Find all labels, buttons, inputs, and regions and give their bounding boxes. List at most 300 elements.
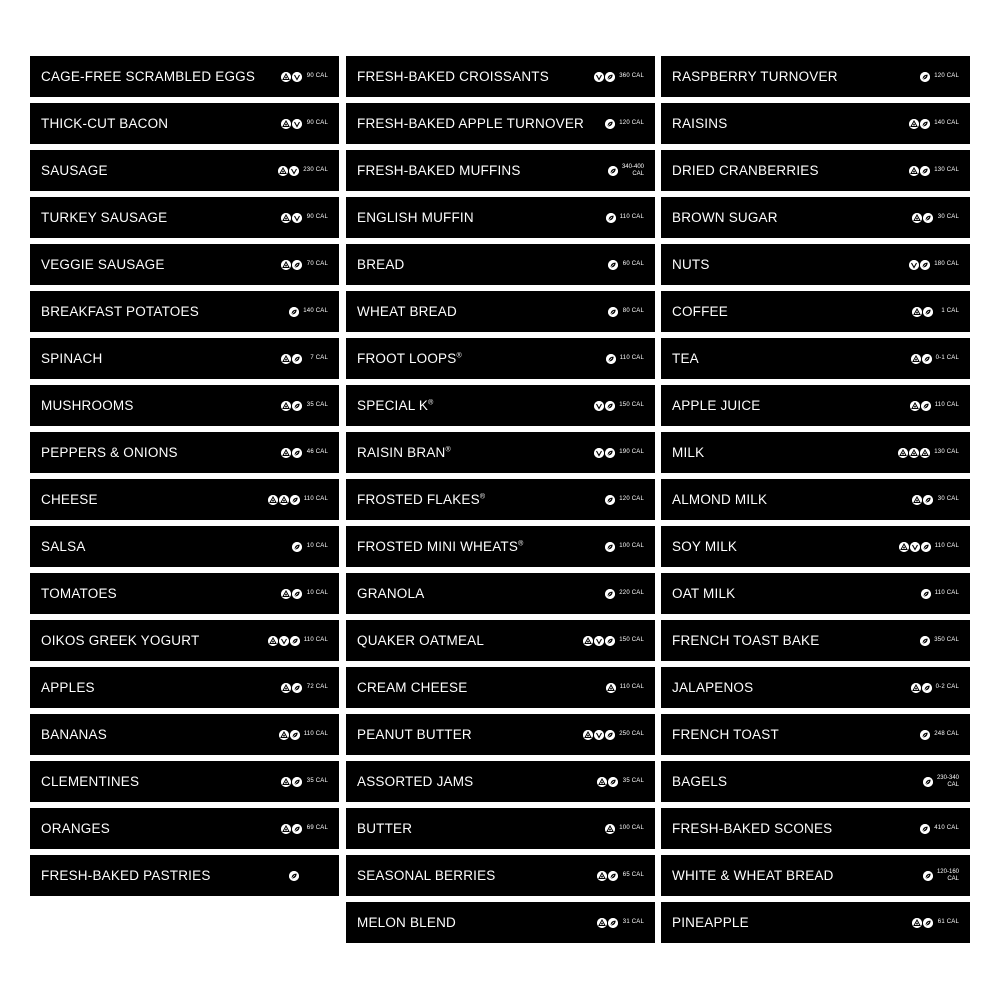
item-name-text: RAISINS <box>672 116 728 131</box>
leaf-icon <box>920 824 930 834</box>
leaf-icon <box>605 730 615 740</box>
menu-item <box>661 150 970 191</box>
calorie-count: 220 CAL <box>619 590 644 596</box>
menu-item <box>30 56 339 97</box>
item-name <box>357 432 451 473</box>
dietary-badges <box>908 260 930 270</box>
menu-item <box>346 620 655 661</box>
dietary-badges <box>280 824 302 834</box>
item-name-text: APPLE JUICE <box>672 398 761 413</box>
dietary-badges <box>596 871 618 881</box>
dietary-badges <box>607 307 618 317</box>
item-name <box>357 808 412 849</box>
item-name <box>357 714 472 755</box>
calorie-count: 30 CAL <box>937 214 959 220</box>
allergen-icon <box>281 213 291 223</box>
allergen-icon <box>281 448 291 458</box>
item-name <box>672 808 832 849</box>
item-name <box>672 667 753 708</box>
dietary-badges <box>607 260 618 270</box>
item-name-text: FRENCH TOAST BAKE <box>672 633 820 648</box>
menu-column-3 <box>661 56 970 949</box>
leaf-icon <box>923 918 933 928</box>
leaf-icon <box>923 871 933 881</box>
dietary-badges <box>280 354 302 364</box>
allergen-icon <box>912 495 922 505</box>
leaf-icon <box>920 166 930 176</box>
allergen-icon <box>281 589 291 599</box>
item-name-text: MUSHROOMS <box>41 398 134 413</box>
menu-item <box>661 244 970 285</box>
item-name-text: RASPBERRY TURNOVER <box>672 69 838 84</box>
calorie-count: 110 CAL <box>934 402 959 408</box>
item-name <box>41 385 134 426</box>
item-meta <box>919 620 959 661</box>
leaf-icon <box>605 401 615 411</box>
calorie-count: 100 CAL <box>619 543 644 549</box>
allergen-icon <box>281 683 291 693</box>
calorie-count: 65 CAL <box>622 872 644 878</box>
item-meta <box>919 56 959 97</box>
leaf-icon <box>608 260 618 270</box>
leaf-icon <box>605 636 615 646</box>
calorie-range-value: 230-340 <box>936 775 959 781</box>
item-name-text: ASSORTED JAMS <box>357 774 474 789</box>
dietary-badges <box>280 777 302 787</box>
dietary-badges <box>605 683 616 693</box>
menu-item <box>30 103 339 144</box>
menu-item <box>346 197 655 238</box>
allergen-icon <box>597 918 607 928</box>
dietary-badges <box>919 636 930 646</box>
item-name-text: NUTS <box>672 257 710 272</box>
calorie-range-value: 340-400 <box>621 164 644 170</box>
menu-item <box>661 385 970 426</box>
item-meta <box>596 761 644 802</box>
item-name-text: GRANOLA <box>357 586 425 601</box>
menu-item <box>346 338 655 379</box>
menu-item <box>661 338 970 379</box>
menu-item <box>30 573 339 614</box>
item-meta <box>596 902 644 943</box>
leaf-icon <box>290 730 300 740</box>
calorie-count: 150 CAL <box>619 402 644 408</box>
menu-item <box>30 855 339 896</box>
calorie-count: 69 CAL <box>306 825 328 831</box>
dietary-badges <box>280 260 302 270</box>
vegetarian-icon <box>910 542 920 552</box>
dietary-badges <box>593 448 615 458</box>
allergen-icon <box>281 401 291 411</box>
leaf-icon <box>290 495 300 505</box>
item-meta <box>922 761 959 802</box>
dietary-badges <box>605 213 616 223</box>
calorie-count: 410 CAL <box>934 825 959 831</box>
item-meta <box>911 197 959 238</box>
dietary-badges <box>280 683 302 693</box>
registered-mark: ® <box>445 446 451 454</box>
calorie-count: 120 CAL <box>619 120 644 126</box>
allergen-icon <box>920 448 930 458</box>
item-meta <box>922 855 959 896</box>
leaf-icon <box>292 542 302 552</box>
item-name <box>41 244 165 285</box>
dietary-badges <box>604 542 615 552</box>
item-meta <box>277 150 328 191</box>
dietary-badges <box>288 871 299 881</box>
item-name-text: VEGGIE SAUSAGE <box>41 257 165 272</box>
item-name <box>41 479 98 520</box>
dietary-badges <box>582 636 615 646</box>
dietary-badges <box>922 777 933 787</box>
registered-mark: ® <box>428 399 434 407</box>
dietary-badges <box>280 448 302 458</box>
allergen-icon <box>910 401 920 411</box>
item-name-text: WHITE & WHEAT BREAD <box>672 868 834 883</box>
vegetarian-icon <box>594 401 604 411</box>
item-name <box>672 103 727 144</box>
dietary-badges <box>280 119 302 129</box>
item-name-text: BUTTER <box>357 821 413 836</box>
item-name-text: CREAM CHEESE <box>357 680 468 695</box>
menu-item <box>30 620 339 661</box>
allergen-icon <box>281 824 291 834</box>
item-name <box>41 338 102 379</box>
leaf-icon <box>292 448 302 458</box>
leaf-icon <box>923 213 933 223</box>
leaf-icon <box>920 260 930 270</box>
leaf-icon <box>608 777 618 787</box>
calorie-range <box>622 164 644 177</box>
item-name-text: BROWN SUGAR <box>672 210 778 225</box>
dietary-badges <box>911 495 933 505</box>
item-meta <box>604 573 644 614</box>
allergen-icon <box>583 730 593 740</box>
dietary-badges <box>911 918 933 928</box>
item-name-text: PEPPERS & ONIONS <box>41 445 178 460</box>
allergen-icon <box>597 777 607 787</box>
menu-item <box>661 291 970 332</box>
menu-column-2 <box>346 56 655 949</box>
menu-item <box>30 385 339 426</box>
calorie-count: 35 CAL <box>306 778 328 784</box>
menu-item <box>661 479 970 520</box>
leaf-icon <box>292 824 302 834</box>
item-meta <box>280 808 328 849</box>
item-meta <box>280 761 328 802</box>
item-name <box>672 385 760 426</box>
calorie-count: 72 CAL <box>306 684 328 690</box>
menu-item <box>661 197 970 238</box>
leaf-icon <box>292 260 302 270</box>
leaf-icon <box>290 636 300 646</box>
menu-item <box>346 761 655 802</box>
dietary-badges <box>267 636 300 646</box>
item-name-text: FRESH-BAKED PASTRIES <box>41 868 211 883</box>
dietary-badges <box>277 166 299 176</box>
leaf-icon <box>920 730 930 740</box>
allergen-icon <box>909 119 919 129</box>
menu-item <box>346 667 655 708</box>
dietary-badges <box>280 213 302 223</box>
item-name-text: WHEAT BREAD <box>357 304 457 319</box>
dietary-badges <box>267 495 300 505</box>
calorie-count: 80 CAL <box>622 308 644 314</box>
allergen-icon <box>278 166 288 176</box>
menu-item <box>30 526 339 567</box>
item-name-text: APPLES <box>41 680 95 695</box>
calorie-count: 70 CAL <box>306 261 328 267</box>
allergen-icon <box>606 683 616 693</box>
item-meta <box>280 432 328 473</box>
item-meta <box>604 103 644 144</box>
calorie-count: 140 CAL <box>934 120 959 126</box>
leaf-icon <box>608 166 618 176</box>
item-meta <box>267 479 328 520</box>
calorie-range-value: 120-160 <box>936 869 959 875</box>
item-name <box>672 902 749 943</box>
leaf-icon <box>923 777 933 787</box>
vegetarian-icon <box>594 636 604 646</box>
item-name-text: SPECIAL K <box>357 398 429 413</box>
allergen-icon <box>909 166 919 176</box>
item-meta <box>280 56 328 97</box>
item-name <box>357 338 462 379</box>
menu-item <box>30 244 339 285</box>
calorie-count: 0-1 CAL <box>935 355 959 361</box>
item-meta <box>607 244 644 285</box>
item-name-text: SALSA <box>41 539 86 554</box>
dietary-badges <box>280 72 302 82</box>
item-meta <box>908 103 959 144</box>
dietary-badges <box>605 354 616 364</box>
item-name <box>41 103 168 144</box>
leaf-icon <box>605 495 615 505</box>
calorie-count: 7 CAL <box>310 355 328 361</box>
leaf-icon <box>292 683 302 693</box>
calorie-count: 110 CAL <box>934 543 959 549</box>
item-name-text: BREAKFAST POTATOES <box>41 304 199 319</box>
menu-item <box>346 291 655 332</box>
item-meta <box>604 808 644 849</box>
item-name <box>672 855 834 896</box>
allergen-icon <box>911 683 921 693</box>
allergen-icon <box>281 777 291 787</box>
item-name <box>357 526 523 567</box>
dietary-badges <box>898 542 931 552</box>
dietary-badges <box>593 401 615 411</box>
allergen-icon <box>597 871 607 881</box>
item-name <box>41 855 211 896</box>
menu-item <box>30 761 339 802</box>
menu-item <box>346 244 655 285</box>
menu-item <box>346 56 655 97</box>
dietary-badges <box>908 119 930 129</box>
dietary-badges <box>897 448 930 458</box>
item-name <box>357 620 484 661</box>
leaf-icon <box>605 542 615 552</box>
allergen-icon <box>583 636 593 646</box>
item-meta <box>582 620 644 661</box>
allergen-icon <box>911 354 921 364</box>
dietary-badges <box>920 589 931 599</box>
calorie-count: 90 CAL <box>306 120 328 126</box>
item-name <box>672 197 778 238</box>
item-meta <box>593 432 644 473</box>
item-name-text: FRENCH TOAST <box>672 727 779 742</box>
item-name-text: FROOT LOOPS <box>357 351 457 366</box>
allergen-icon <box>281 260 291 270</box>
calorie-unit: CAL <box>947 781 959 788</box>
leaf-icon <box>605 72 615 82</box>
item-name-text: FRESH-BAKED CROISSANTS <box>357 69 549 84</box>
dietary-badges <box>596 918 618 928</box>
calorie-count: 100 CAL <box>619 825 644 831</box>
dietary-badges <box>919 72 930 82</box>
allergen-icon <box>279 495 289 505</box>
item-name-text: SAUSAGE <box>41 163 108 178</box>
calorie-count: 230 CAL <box>303 167 328 173</box>
item-name-text: BAGELS <box>672 774 728 789</box>
leaf-icon <box>289 871 299 881</box>
leaf-icon <box>292 401 302 411</box>
vegetarian-icon <box>292 72 302 82</box>
item-meta <box>607 291 644 332</box>
calorie-count: 360 CAL <box>619 73 644 79</box>
dietary-badges <box>919 824 930 834</box>
item-meta <box>919 808 959 849</box>
item-meta <box>280 103 328 144</box>
item-name <box>357 291 457 332</box>
vegetarian-icon <box>594 72 604 82</box>
calorie-count: 10 CAL <box>306 590 328 596</box>
calorie-count: 110 CAL <box>619 355 644 361</box>
leaf-icon <box>605 119 615 129</box>
item-meta <box>280 244 328 285</box>
item-meta <box>911 902 959 943</box>
dietary-badges <box>909 401 931 411</box>
item-name <box>41 714 107 755</box>
item-name-text: FROSTED FLAKES <box>357 492 480 507</box>
calorie-count: 140 CAL <box>303 308 328 314</box>
calorie-count: 46 CAL <box>306 449 328 455</box>
item-name-text: PINEAPPLE <box>672 915 749 930</box>
menu-item <box>661 808 970 849</box>
registered-mark: ® <box>518 540 524 548</box>
menu-item <box>661 432 970 473</box>
item-name-text: DRIED CRANBERRIES <box>672 163 819 178</box>
vegetarian-icon <box>594 448 604 458</box>
item-meta <box>291 526 328 567</box>
item-name <box>41 291 199 332</box>
allergen-icon <box>281 72 291 82</box>
menu-item <box>661 761 970 802</box>
item-meta <box>280 573 328 614</box>
item-name-text: SEASONAL BERRIES <box>357 868 496 883</box>
item-meta <box>604 479 644 520</box>
dietary-badges <box>911 307 933 317</box>
item-name-text: CAGE-FREE SCRAMBLED EGGS <box>41 69 256 84</box>
item-meta <box>582 714 644 755</box>
menu-item <box>346 103 655 144</box>
calorie-count: 130 CAL <box>934 449 959 455</box>
item-name <box>357 56 549 97</box>
vegetarian-icon <box>289 166 299 176</box>
item-meta <box>280 338 328 379</box>
leaf-icon <box>289 307 299 317</box>
dietary-badges <box>911 213 933 223</box>
item-meta <box>288 855 299 896</box>
dietary-badges <box>291 542 302 552</box>
item-meta <box>605 197 644 238</box>
calorie-count: 130 CAL <box>934 167 959 173</box>
calorie-range <box>937 869 959 882</box>
dietary-badges <box>593 72 615 82</box>
item-name-text: OIKOS GREEK YOGURT <box>41 633 200 648</box>
dietary-badges <box>604 589 615 599</box>
item-name <box>41 573 117 614</box>
item-name-text: FRESH-BAKED MUFFINS <box>357 163 521 178</box>
leaf-icon <box>292 589 302 599</box>
calorie-count: 110 CAL <box>303 731 328 737</box>
item-name <box>672 150 819 191</box>
item-meta <box>593 385 644 426</box>
item-name-text: FROSTED MINI WHEATS <box>357 539 519 554</box>
item-name <box>41 56 255 97</box>
item-name <box>357 150 521 191</box>
registered-mark: ® <box>456 352 462 360</box>
item-name <box>357 573 424 614</box>
item-meta <box>604 526 644 567</box>
item-meta <box>596 855 644 896</box>
allergen-icon <box>912 918 922 928</box>
leaf-icon <box>923 495 933 505</box>
vegetarian-icon <box>594 730 604 740</box>
item-name <box>357 902 456 943</box>
menu-item <box>661 714 970 755</box>
calorie-unit: CAL <box>632 170 644 177</box>
item-name <box>41 150 108 191</box>
item-name-text: CLEMENTINES <box>41 774 140 789</box>
item-name-text: JALAPENOS <box>672 680 754 695</box>
menu-column-1 <box>30 56 339 902</box>
item-meta <box>280 385 328 426</box>
menu-item <box>30 150 339 191</box>
menu-item <box>661 56 970 97</box>
leaf-icon <box>921 542 931 552</box>
dietary-badges <box>607 166 618 176</box>
item-name-text: BANANAS <box>41 727 107 742</box>
registered-mark: ® <box>479 493 486 501</box>
item-name <box>41 667 95 708</box>
menu-item <box>661 667 970 708</box>
item-name-text: MILK <box>672 445 705 460</box>
dietary-badges <box>604 495 615 505</box>
menu-item <box>346 432 655 473</box>
menu-item <box>661 573 970 614</box>
allergen-icon <box>912 307 922 317</box>
menu-item <box>661 620 970 661</box>
calorie-count: 120 CAL <box>619 496 644 502</box>
item-name <box>41 197 167 238</box>
calorie-count: 90 CAL <box>306 214 328 220</box>
calorie-count: 35 CAL <box>306 402 328 408</box>
leaf-icon <box>292 354 302 364</box>
menu-item <box>30 667 339 708</box>
item-meta <box>280 667 328 708</box>
dietary-badges <box>908 166 930 176</box>
calorie-count: 250 CAL <box>619 731 644 737</box>
